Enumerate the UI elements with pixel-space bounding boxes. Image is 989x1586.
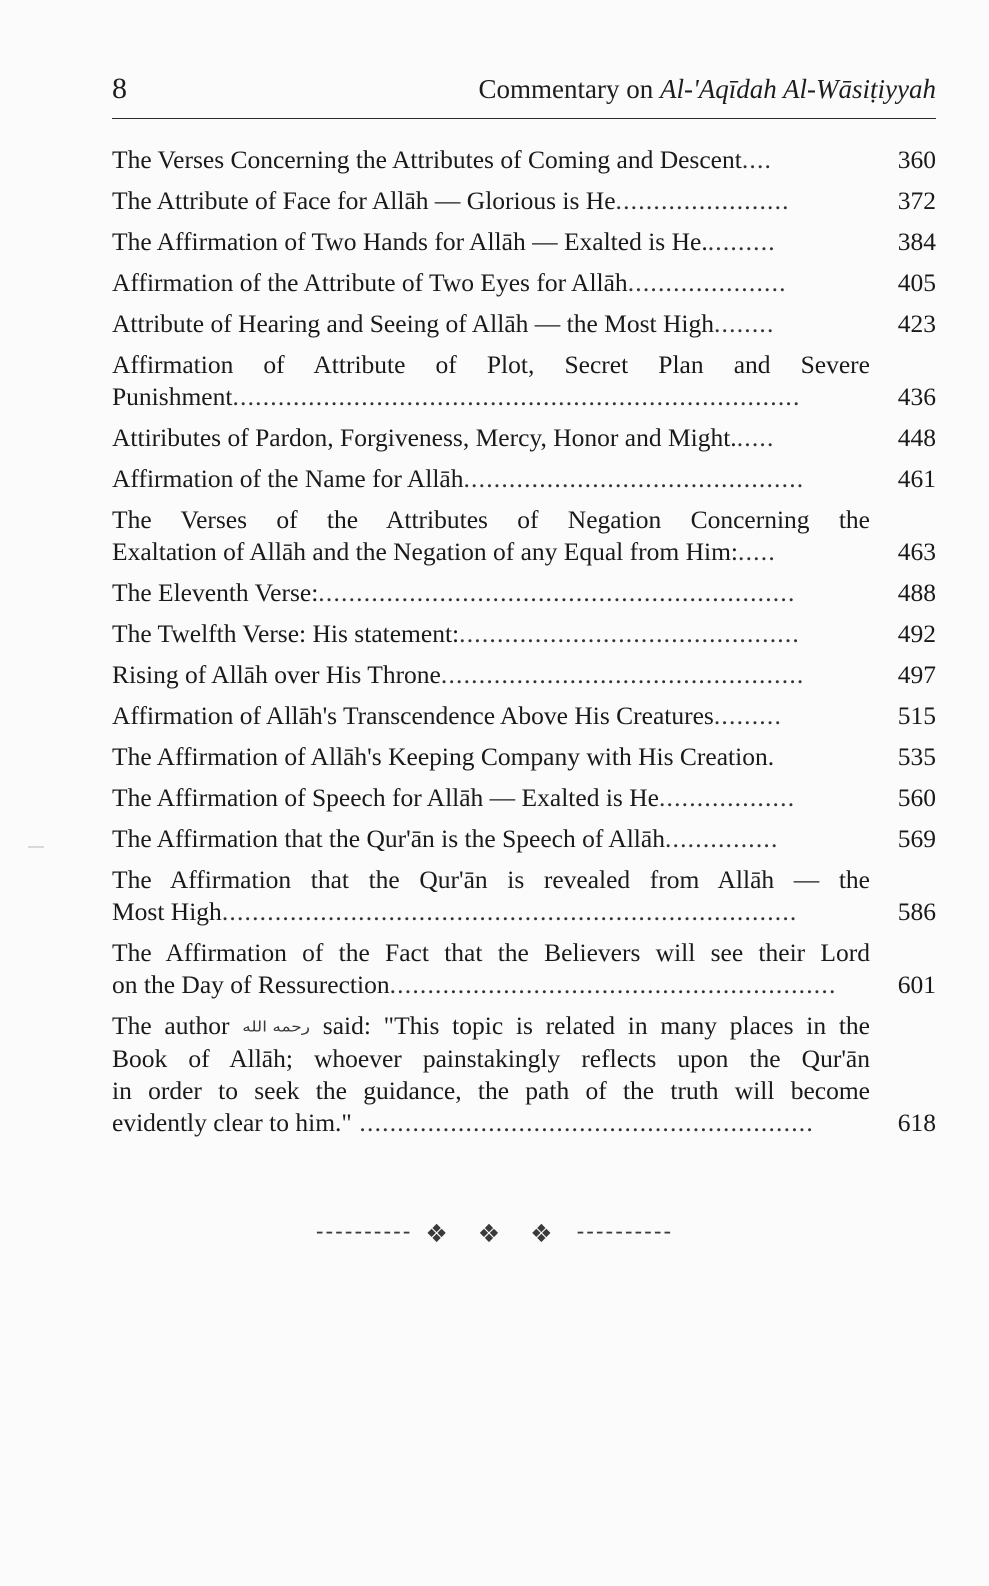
- toc-entry-title: [112, 144, 870, 176]
- page-folio-number: 8: [112, 72, 128, 105]
- toc-entry-line: The Affirmation of the Fact that the Believers will see their Lord: [112, 938, 870, 967]
- quotation-line: in order to seek the guidance, the path of the truth will become: [112, 1076, 870, 1105]
- toc-page-number[interactable]: 618: [897, 1108, 936, 1137]
- toc-entry[interactable]: [112, 864, 936, 928]
- toc-entry[interactable]: [112, 226, 936, 258]
- toc-entry-line: Affirmation of the Name for Allāh.............................................: [112, 464, 805, 493]
- toc-entry-title: [112, 463, 870, 495]
- dot-leader: ................................................: [440, 660, 805, 689]
- toc-entry-line: The Eleventh Verse:...............................................................: [112, 578, 796, 607]
- book-title-italic: Al-'Aqīdah Al-Wāsiṭiyyah: [660, 74, 936, 104]
- toc-entry[interactable]: [112, 504, 936, 568]
- toc-entry-title: [112, 741, 870, 773]
- toc-entry[interactable]: [112, 144, 936, 176]
- toc-entry-title: [112, 577, 870, 609]
- dot-leader: .............................................: [463, 464, 805, 493]
- dot-leader: ............................................................................: [221, 897, 798, 926]
- header-divider-rule: [112, 118, 936, 119]
- toc-entry-title: [112, 185, 870, 217]
- toc-entry-line: Affirmation of Attribute of Plot, Secret Plan and Severe: [112, 350, 870, 379]
- quotation-line: [112, 1010, 870, 1043]
- toc-page-number[interactable]: 535: [897, 742, 936, 771]
- dot-leader: .....................: [627, 268, 787, 297]
- toc-entry-title: [112, 349, 870, 413]
- table-of-contents: [112, 144, 936, 1148]
- toc-entry[interactable]: [112, 659, 936, 691]
- toc-entry-line: Most High............................................................................: [112, 897, 798, 926]
- dot-leader: ...............: [664, 824, 779, 853]
- quotation-line-suffix: said: "This topic is related in many places in the: [310, 1011, 870, 1040]
- toc-entry-title: [112, 937, 870, 1001]
- book-title-prefix: Commentary on: [478, 74, 661, 104]
- toc-entry[interactable]: [112, 823, 936, 855]
- divider-right-dashes: ----------: [576, 1218, 674, 1244]
- toc-page-number[interactable]: 405: [897, 268, 936, 297]
- toc-entry-line: The Verses Concerning the Attributes of Coming and Descent....: [112, 145, 773, 174]
- dot-leader: .....: [738, 537, 776, 566]
- toc-entry-line: The Affirmation that the Qur'ān is the Speech of Allāh...............: [112, 824, 779, 853]
- quotation-line-prefix: The author: [112, 1011, 243, 1040]
- toc-entry-line: Exaltation of Allāh and the Negation of any Equal from Him:.....: [112, 537, 776, 566]
- toc-page-number[interactable]: 492: [897, 619, 936, 648]
- dot-leader: .............................................: [459, 619, 800, 648]
- quotation-text: [112, 1010, 870, 1139]
- scan-artifact-mark: [28, 846, 44, 848]
- quotation-line: Book of Allāh; whoever painstakingly reflects upon the Qur'ān: [112, 1044, 870, 1073]
- toc-entry-title: [112, 864, 870, 928]
- toc-entry-line: Affirmation of Allāh's Transcendence Above His Creatures.........: [112, 701, 783, 730]
- toc-entry-line: Attribute of Hearing and Seeing of Allāh — the Most High........: [112, 309, 775, 338]
- dot-leader: ...............................................................: [318, 578, 796, 607]
- toc-page-number[interactable]: 436: [897, 382, 936, 411]
- toc-entry-line: The Affirmation of Speech for Allāh — Exalted is He..................: [112, 783, 796, 812]
- toc-page-number[interactable]: 488: [897, 578, 936, 607]
- toc-entry[interactable]: [112, 349, 936, 413]
- dot-leader: ...........................................................: [389, 970, 837, 999]
- dot-leader: .....: [736, 423, 775, 452]
- toc-page-number[interactable]: 601: [897, 970, 936, 999]
- toc-page-number[interactable]: 560: [897, 783, 936, 812]
- toc-entry[interactable]: [112, 185, 936, 217]
- dot-leader: ..................: [658, 783, 796, 812]
- toc-entry[interactable]: [112, 308, 936, 340]
- toc-entry-line: The Attribute of Face for Allāh — Glorious is He.......................: [112, 186, 790, 215]
- toc-entry-line: The Verses of the Attributes of Negation Concerning the: [112, 505, 870, 534]
- book-title: [479, 74, 936, 105]
- toc-entry-title: [112, 226, 870, 258]
- toc-entry-title: [112, 659, 870, 691]
- toc-page-number[interactable]: 586: [897, 897, 936, 926]
- toc-entry-line: The Affirmation that the Qur'ān is revealed from Allāh — the: [112, 865, 870, 894]
- dot-leader: ........: [713, 309, 775, 338]
- toc-entry-title: [112, 618, 870, 650]
- toc-entry-title: [112, 504, 870, 568]
- ornamental-divider: [0, 1218, 989, 1249]
- honorific-glyph-icon: رحمه الله: [242, 1018, 311, 1036]
- toc-entry[interactable]: [112, 463, 936, 495]
- toc-entry-title: [112, 782, 870, 814]
- toc-entry[interactable]: [112, 741, 936, 773]
- toc-page-number[interactable]: 423: [897, 309, 936, 338]
- toc-entry-line: The Affirmation of Allāh's Keeping Company with His Creation.: [112, 742, 775, 771]
- toc-entry-line: The Twelfth Verse: His statement:.............................................: [112, 619, 800, 648]
- toc-page-number[interactable]: 515: [897, 701, 936, 730]
- toc-entry[interactable]: [112, 577, 936, 609]
- toc-entry-title: [112, 823, 870, 855]
- toc-entry-line: The Affirmation of Two Hands for Allāh — Exalted is He..........: [112, 227, 776, 256]
- toc-entry-line: Affirmation of the Attribute of Two Eyes for Allāh.....................: [112, 268, 787, 297]
- toc-entry-title: [112, 267, 870, 299]
- quotation-line: evidently clear to him." ............................................................: [112, 1108, 814, 1137]
- toc-page-number[interactable]: 360: [897, 145, 936, 174]
- dot-leader: .........: [713, 701, 783, 730]
- toc-entry[interactable]: [112, 700, 936, 732]
- toc-entry-title: [112, 700, 870, 732]
- toc-entry[interactable]: [112, 937, 936, 1001]
- toc-page-number[interactable]: 384: [897, 227, 936, 256]
- toc-entry-line: on the Day of Ressurection...........................................................: [112, 970, 837, 999]
- toc-page-number[interactable]: 569: [897, 824, 936, 853]
- running-head: [112, 72, 936, 106]
- toc-page-number[interactable]: 372: [897, 186, 936, 215]
- divider-diamond-icons: ❖ ❖ ❖: [425, 1219, 564, 1248]
- toc-entry-title: [112, 308, 870, 340]
- toc-entry-quotation[interactable]: [112, 1010, 936, 1139]
- toc-entry[interactable]: [112, 618, 936, 650]
- divider-left-dashes: ----------: [315, 1218, 413, 1244]
- toc-entry-line: Attiributes of Pardon, Forgiveness, Mercy, Honor and Might......: [112, 423, 775, 452]
- dot-leader: ...........................................................................: [232, 382, 801, 411]
- toc-entry-title: [112, 422, 870, 454]
- dot-leader: ............................................................: [351, 1108, 814, 1137]
- toc-page-number[interactable]: 461: [897, 464, 936, 493]
- toc-entry[interactable]: [112, 422, 936, 454]
- toc-entry-line: Punishment...........................................................................: [112, 382, 801, 411]
- toc-entry[interactable]: [112, 782, 936, 814]
- toc-entry-line: Rising of Allāh over His Throne................................................: [112, 660, 805, 689]
- toc-entry[interactable]: [112, 267, 936, 299]
- dot-leader: ....: [741, 145, 773, 174]
- dot-leader: .........: [707, 227, 776, 256]
- toc-page-number[interactable]: 463: [897, 537, 936, 566]
- toc-page-number[interactable]: 497: [897, 660, 936, 689]
- dot-leader: .......................: [615, 186, 790, 215]
- toc-page-number[interactable]: 448: [897, 423, 936, 452]
